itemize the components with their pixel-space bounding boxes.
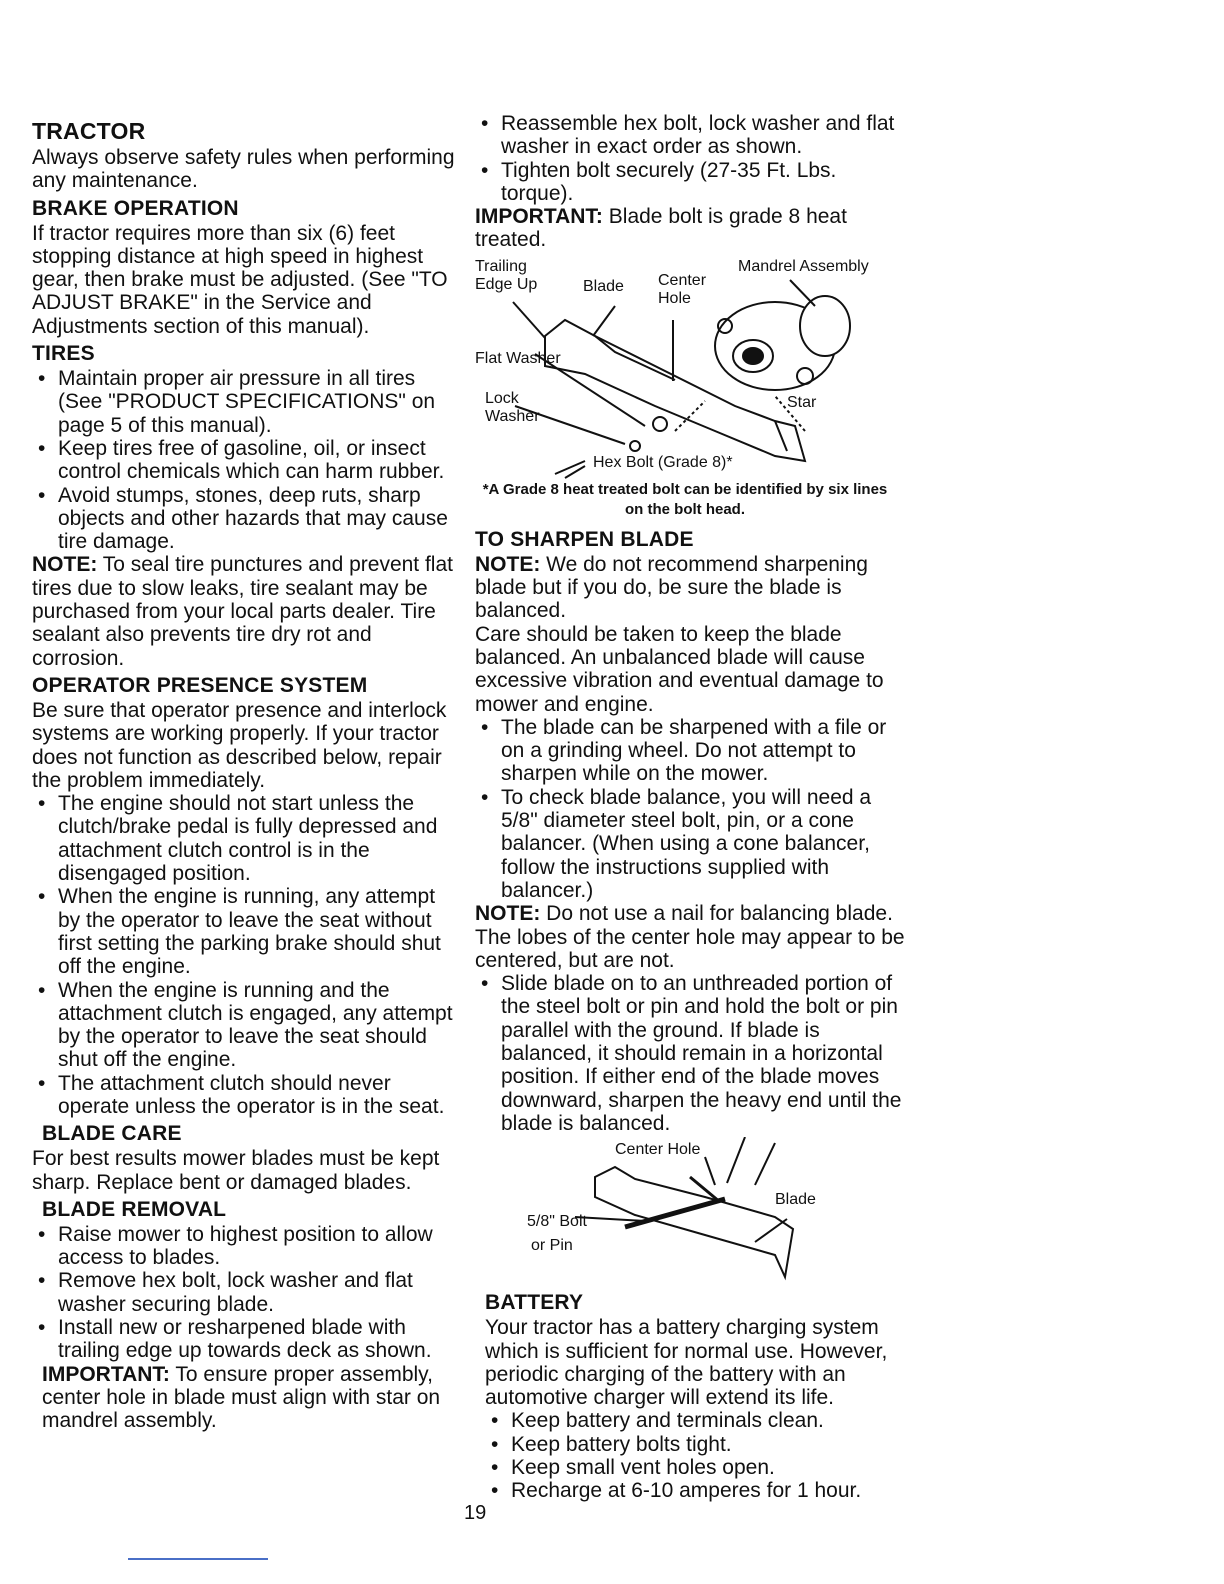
operator-presence-heading: OPERATOR PRESENCE SYSTEM xyxy=(32,673,368,697)
list-item: • Avoid stumps, stones, deep ruts, sharp objects and other hazards that may cause tire damage. xyxy=(32,484,462,554)
slide-list xyxy=(475,972,905,1135)
note-text: To seal tire punctures and prevent flat tires due to slow leaks, tire sealant may be purchased from your local parts dealer. Tire sealant also prevents tire dry rot and corrosion. xyxy=(32,553,453,670)
battery-list xyxy=(475,1409,905,1502)
star-label: Star xyxy=(787,393,817,411)
list-item: • To check blade balance, you will need a 5/8" diameter steel bolt, pin, or a cone balancer. (When using a cone balancer, follow the instructions supplied with balancer.) xyxy=(475,786,905,902)
sharpen-text: Care should be taken to keep the blade balanced. An unbalanced blade will cause excessive vibration and eventual damage to mower and engine. xyxy=(475,622,884,716)
left-column xyxy=(32,112,462,1433)
center-hole-label: Center Hole xyxy=(615,1141,701,1159)
blade-label: Blade xyxy=(775,1191,816,1209)
tractor-intro: Always observe safety rules when performing any maintenance. xyxy=(32,146,455,193)
list-item: • The attachment clutch should never operate unless the operator is in the seat. xyxy=(32,1072,462,1119)
trailing-edge-label: Trailing Edge Up xyxy=(475,257,538,293)
operator-presence-list xyxy=(32,792,462,1118)
note-label: NOTE: xyxy=(475,902,541,926)
list-item: • Keep small vent holes open. xyxy=(485,1456,905,1479)
list-item: • Reassemble hex bolt, lock washer and flat washer in exact order as shown. xyxy=(475,112,905,159)
battery-text: Your tractor has a battery charging system which is sufficient for normal use. However, periodic charging of the battery with an automotive charger will extend its life. xyxy=(485,1316,888,1410)
list-item: • The blade can be sharpened with a file or on a grinding wheel. Do not attempt to sharpen while on the mower. xyxy=(475,716,905,786)
blade-assembly-figure xyxy=(475,256,905,524)
blade-removal-important xyxy=(32,1363,462,1433)
important-text: Blade bolt is grade 8 heat treated. xyxy=(475,205,847,252)
list-item: • Recharge at 6-10 amperes for 1 hour. xyxy=(485,1479,905,1502)
footer-divider xyxy=(128,1558,268,1560)
reassemble-list xyxy=(475,112,905,205)
bolt-label: 5/8" Bolt xyxy=(527,1213,587,1231)
hex-bolt-label: Hex Bolt (Grade 8)* xyxy=(593,453,733,471)
list-item: • Remove hex bolt, lock washer and flat washer securing blade. xyxy=(32,1269,462,1316)
note-label: NOTE: xyxy=(32,553,98,577)
important-label: IMPORTANT: xyxy=(475,205,603,229)
blade-removal-list xyxy=(32,1223,462,1363)
note-text: Do not use a nail for balancing blade. The lobes of the center hole may appear to be centered, but are not. xyxy=(475,902,905,972)
brake-operation-text: If tractor requires more than six (6) feet stopping distance at high speed in highest gear, then brake must be adjusted. (See "TO ADJUST BRAKE" in the Service and Adjustments section of this manual). xyxy=(32,221,448,338)
right-column xyxy=(475,112,905,1503)
nail-note xyxy=(475,902,905,972)
page-number: 19 xyxy=(464,1502,487,1524)
list-item: • Slide blade on to an unthreaded portion of the steel bolt or pin and hold the bolt or pin parallel with the ground. If blade is balanced, it should remain in a horizontal position. If either end of the blade moves downward, sharpen the heavy end until the blade is balanced. xyxy=(475,972,905,1135)
blade-bolt-important xyxy=(475,205,905,252)
flat-washer-label: Flat Washer xyxy=(475,349,561,367)
battery-heading: BATTERY xyxy=(485,1291,584,1315)
sharpen-note xyxy=(475,553,905,623)
sharpen-blade-heading: TO SHARPEN BLADE xyxy=(475,527,694,551)
grade-8-footnote: *A Grade 8 heat treated bolt can be identified by six lines on the bolt head. xyxy=(482,480,888,518)
list-item: • Keep battery bolts tight. xyxy=(485,1433,905,1456)
list-item: • Keep tires free of gasoline, oil, or insect control chemicals which can harm rubber. xyxy=(32,437,462,484)
important-label: IMPORTANT: xyxy=(42,1362,170,1386)
list-item: • Raise mower to highest position to allow access to blades. xyxy=(32,1223,462,1270)
pin-label: or Pin xyxy=(531,1237,573,1255)
list-item: • Tighten bolt securely (27-35 Ft. Lbs. torque). xyxy=(475,159,905,206)
note-text: We do not recommend sharpening blade but if you do, be sure the blade is balanced. xyxy=(475,552,868,623)
tractor-heading: TRACTOR xyxy=(32,118,146,144)
important-text: To ensure proper assembly, center hole in blade must align with star on mandrel assembly. xyxy=(42,1362,441,1433)
list-item: • Maintain proper air pressure in all tires (See "PRODUCT SPECIFICATIONS" on page 5 of this manual). xyxy=(32,367,462,437)
list-item: • When the engine is running and the attachment clutch is engaged, any attempt by the operator to leave the seat should shut off the engine. xyxy=(32,979,462,1072)
blade-care-text: For best results mower blades must be kept sharp. Replace bent or damaged blades. xyxy=(32,1147,440,1194)
lock-washer-label: Lock Washer xyxy=(485,389,540,425)
sharpen-list xyxy=(475,716,905,902)
brake-operation-heading: BRAKE OPERATION xyxy=(32,196,239,220)
blade-balance-drawing xyxy=(475,1137,905,1287)
tires-note xyxy=(32,553,462,669)
list-item: • The engine should not start unless the clutch/brake pedal is fully depressed and attachment clutch control is in the disengaged position. xyxy=(32,792,462,885)
blade-label: Blade xyxy=(583,277,624,295)
blade-care-heading: BLADE CARE xyxy=(42,1122,182,1146)
operator-presence-text: Be sure that operator presence and interlock systems are working properly. If your tractor does not function as described below, repair the problem immediately. xyxy=(32,698,447,792)
tires-heading: TIRES xyxy=(32,342,95,366)
blade-balance-figure xyxy=(475,1137,905,1287)
center-hole-label: Center Hole xyxy=(658,271,707,307)
list-item: • Keep battery and terminals clean. xyxy=(485,1409,905,1432)
tires-list xyxy=(32,367,462,553)
blade-removal-heading: BLADE REMOVAL xyxy=(42,1197,227,1221)
note-label: NOTE: xyxy=(475,552,541,576)
list-item: • Install new or resharpened blade with trailing edge up towards deck as shown. xyxy=(32,1316,462,1363)
list-item: • When the engine is running, any attempt by the operator to leave the seat without first setting the parking brake should shut off the engine. xyxy=(32,885,462,978)
mandrel-assembly-label: Mandrel Assembly xyxy=(738,257,869,275)
